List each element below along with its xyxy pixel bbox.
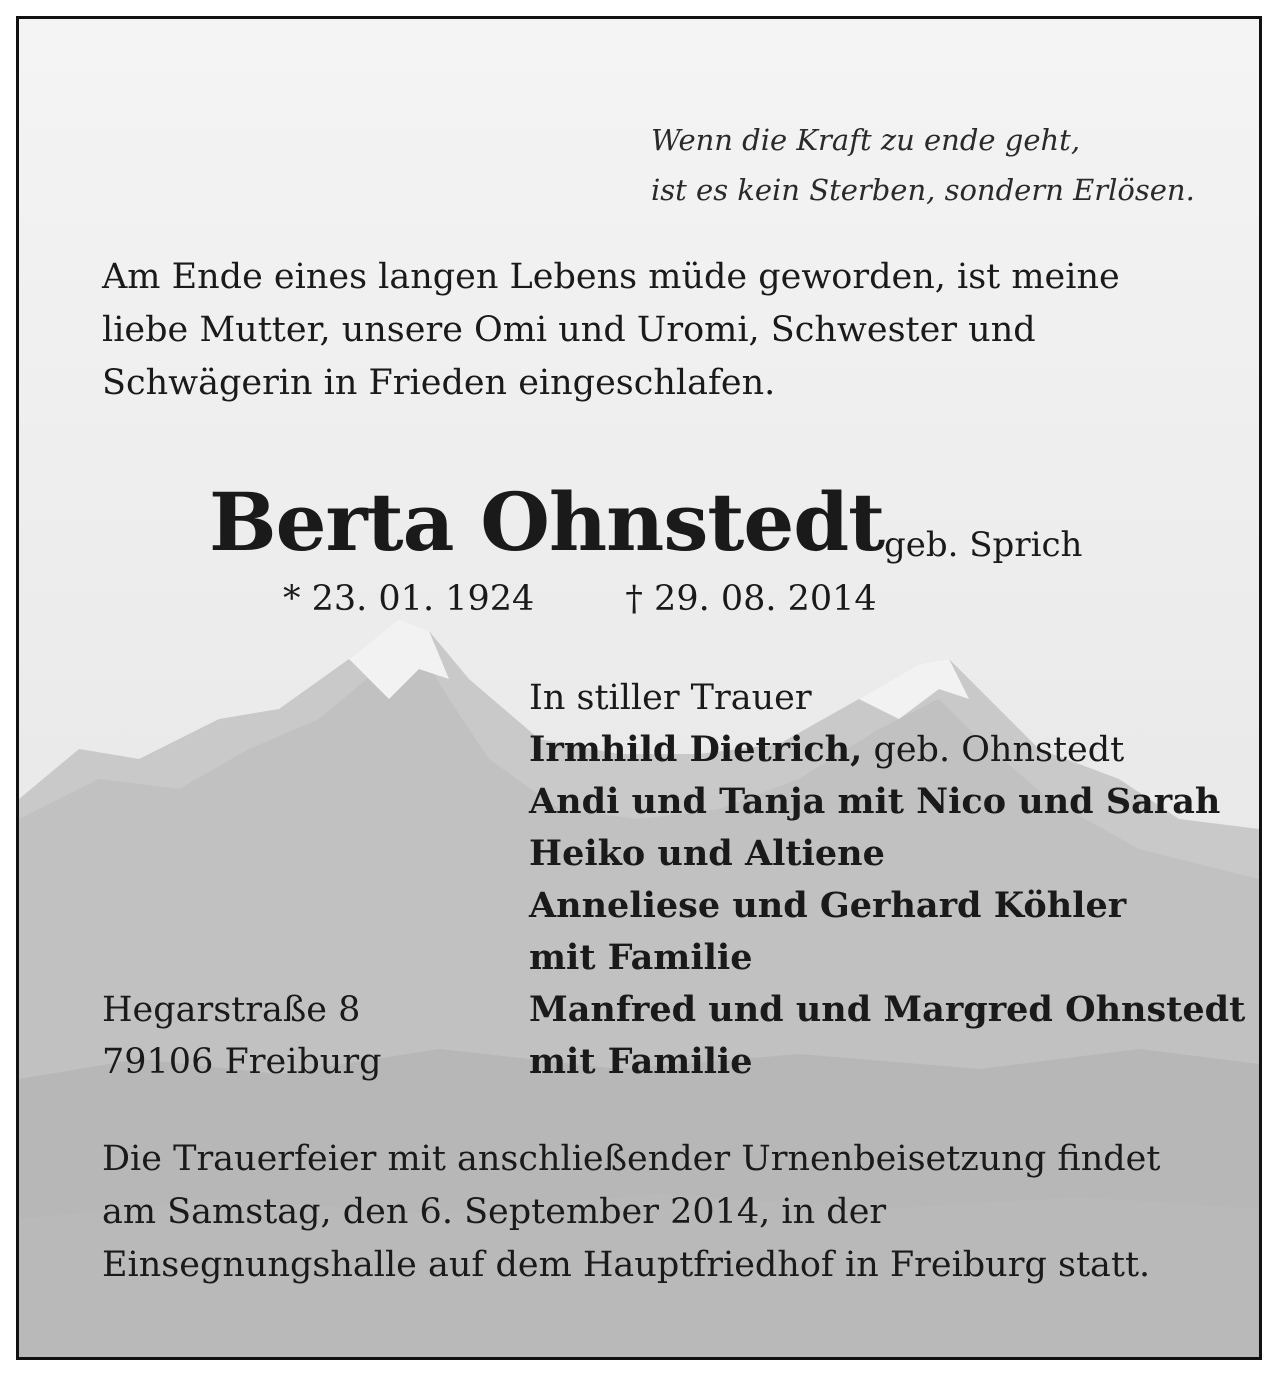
mourner-line (529, 828, 1245, 880)
motto-quote (651, 115, 1195, 215)
mourner-line (529, 880, 1245, 932)
intro-text: Am Ende eines langen Lebens müde geworden, ist meine liebe Mutter, unsere Omi und Uromi, Schwester und Schwägerin in Frieden eingeschlafen. (102, 257, 1120, 403)
address-street: Hegarstraße 8 (102, 990, 361, 1030)
mourner-bold: Andi und Tanja mit Nico und Sarah (529, 781, 1221, 822)
address-block (102, 984, 381, 1088)
maiden-name: geb. Sprich (884, 525, 1083, 565)
birth-date: * 23. 01. 1924 (283, 579, 535, 619)
mourner-line (529, 932, 1245, 984)
obituary-card (16, 16, 1262, 1360)
deceased-name: Berta Ohnstedt (209, 475, 885, 569)
motto-line-1: Wenn die Kraft zu ende geht, (651, 123, 1081, 157)
motto-line-2: ist es kein Sterben, sondern Erlösen. (651, 173, 1195, 207)
life-dates (283, 579, 877, 619)
death-date: † 29. 08. 2014 (625, 579, 877, 619)
mourner-line (529, 724, 1245, 776)
mourner-bold: mit Familie (529, 937, 753, 978)
mourner-line (529, 776, 1245, 828)
mourner-bold: Irmhild Dietrich, (529, 729, 863, 770)
mourners-list (529, 672, 1245, 1088)
address-city: 79106 Freiburg (102, 1042, 382, 1082)
mourner-bold: Heiko und Altiene (529, 833, 885, 874)
mourner-bold: mit Familie (529, 1041, 753, 1082)
mourners-heading: In stiller Trauer (529, 678, 812, 718)
mourner-line (529, 1036, 1245, 1088)
mourner-line (529, 984, 1245, 1036)
funeral-notice: Die Trauerfeier mit anschließender Urnenbeisetzung findet am Samstag, den 6. September 2014, in der Einsegnungshalle auf dem Hauptfriedhof in Freiburg statt. (102, 1139, 1161, 1285)
mourner-bold: Manfred und und Margred Ohnstedt (529, 989, 1246, 1030)
mourner-normal: geb. Ohnstedt (862, 730, 1125, 770)
mourner-bold: Anneliese und Gerhard Köhler (529, 885, 1127, 926)
